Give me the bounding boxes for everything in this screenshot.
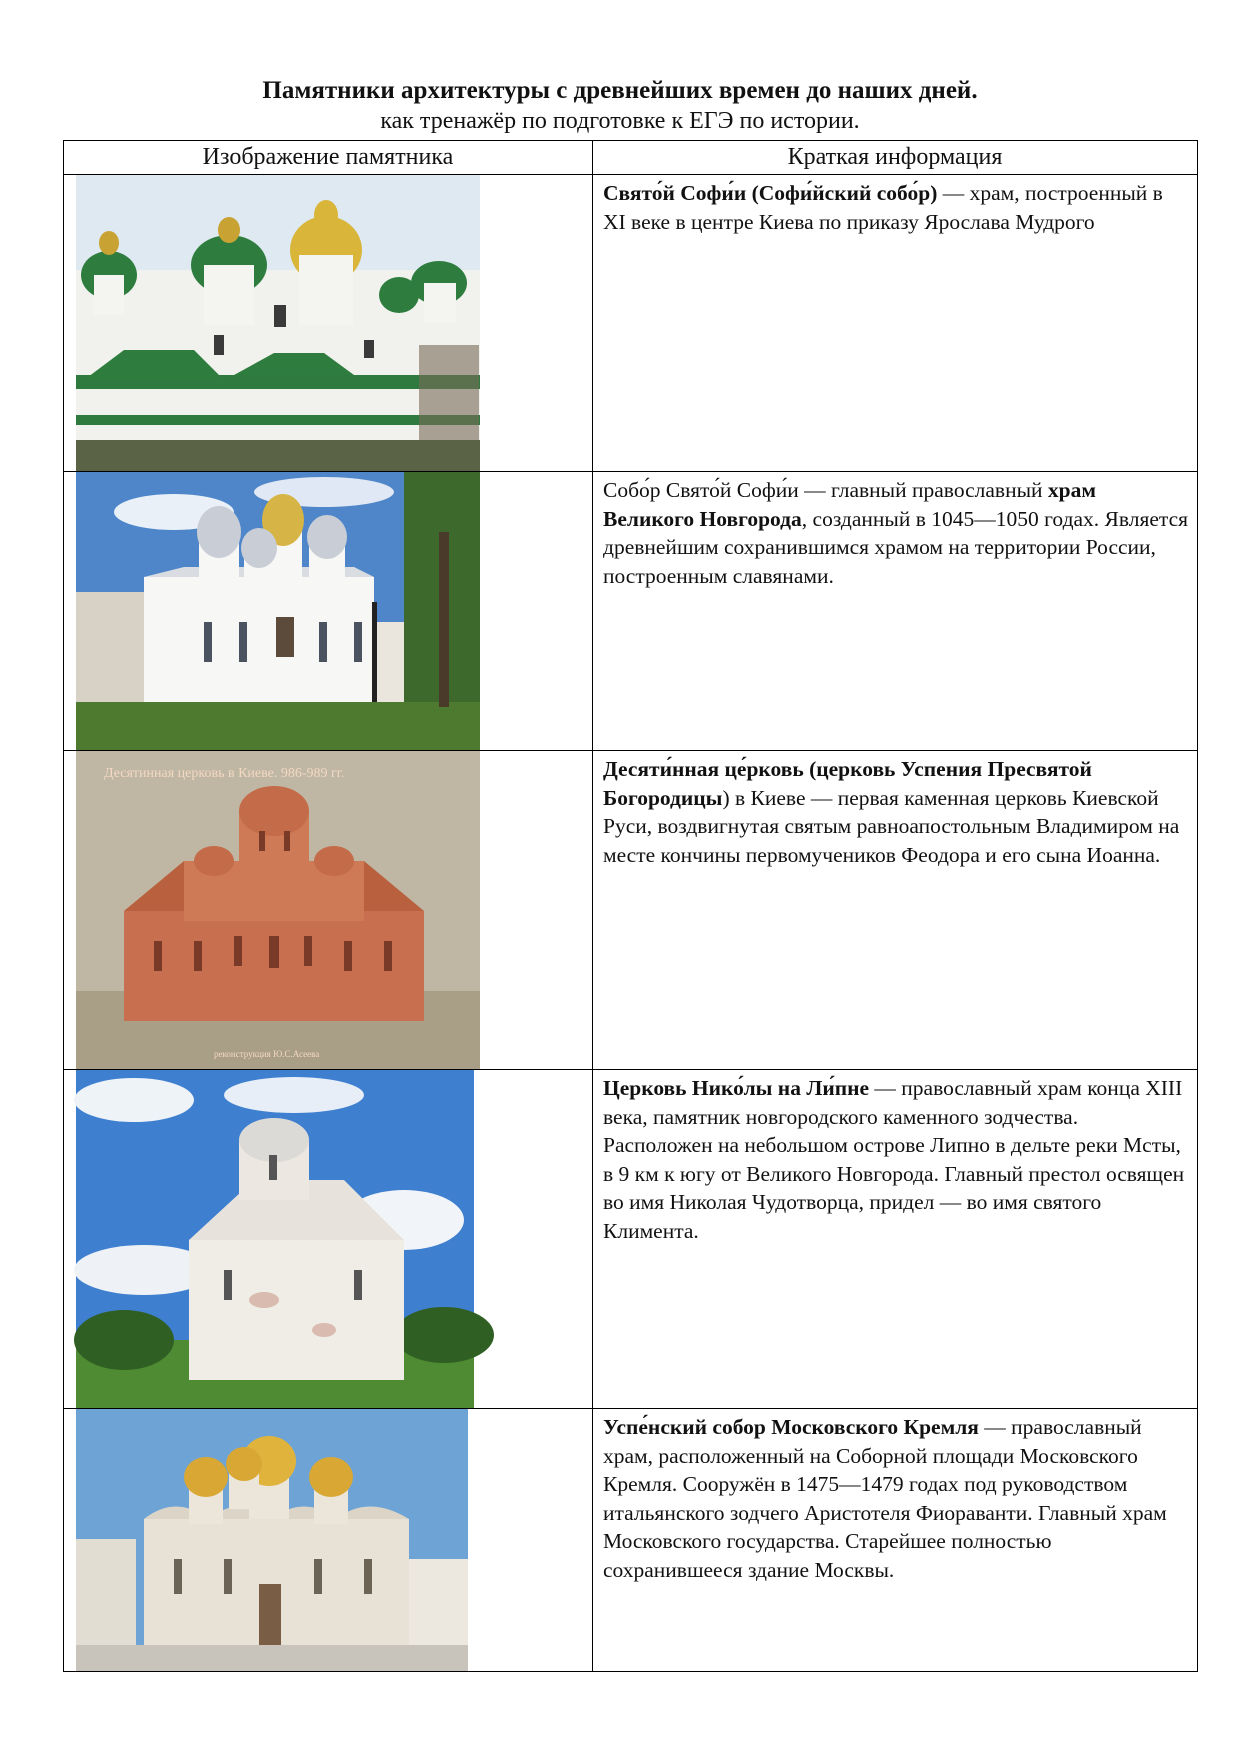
table-header-row [64,141,1198,175]
document-subtitle: как тренажёр по подготовке к ЕГЭ по истории. [380,108,860,134]
dormition-cathedral-moscow-photo [64,1409,593,1671]
header-image: Изображение памятника [64,141,593,175]
table-row [64,1070,1198,1409]
image-cell [64,1409,593,1672]
tithe-church-painting [64,751,593,1069]
st-sophia-novgorod-photo [64,472,593,750]
image-cell [64,175,593,472]
monument-description: Свято́й Софи́и (Софи́йский собо́р) — храм, построенный в XI веке в центре Киева по приказу Ярослава Мудрого [603,181,1163,234]
nicholas-on-lipno-photo [64,1070,593,1408]
info-cell [593,472,1198,751]
image-cell [64,1070,593,1409]
table-row [64,751,1198,1070]
table-row [64,175,1198,472]
info-cell [593,751,1198,1070]
monument-description: Собо́р Свято́й Софи́и — главный православный храм Великого Новгорода, созданный в 1045—1050 годах. Является древнейшим сохранившимся храмом на территории России, построенным славянами. [603,478,1189,588]
image-cell [64,751,593,1070]
header-info: Краткая информация [593,141,1198,175]
monument-description: Церковь Нико́лы на Ли́пне — православный храм конца XIII века, памятник новгородского каменного зодчества. Расположен на небольшом острове Липно в дельте реки Мсты, в 9 км к югу от Великого Новгорода. Главный престол освящен во имя Николая Чудотворца, придел — во имя святого Климента. [603,1076,1185,1243]
table-row [64,472,1198,751]
st-sophia-kiev-photo [64,175,593,471]
document-title: Памятники архитектуры с древнейших времен до наших дней. [262,77,978,104]
info-cell [593,1409,1198,1672]
monument-description: Десяти́нная це́рковь (церковь Успения Пресвятой Богородицы) в Киеве — первая каменная церковь Киевской Руси, воздвигнутая святым равноапостольным Владимиром на месте кончины первомучеников Феодора и его сына Иоанна. [603,757,1180,867]
image-caption: Десятинная церковь в Киеве. 986-989 гг. [104,766,345,781]
image-cell [64,472,593,751]
monuments-table [63,140,1198,1672]
image-credit: реконструкция Ю.С.Асеева [214,1049,320,1059]
info-cell [593,175,1198,472]
table-row [64,1409,1198,1672]
info-cell [593,1070,1198,1409]
monument-description: Успе́нский собор Московского Кремля — православный храм, расположенный на Соборной площади Московского Кремля. Сооружён в 1475—1479 годах под руководством итальянского зодчего Аристотеля Фиораванти. Главный храм Московского государства. Старейшее полностью сохранившееся здание Москвы. [603,1415,1167,1582]
